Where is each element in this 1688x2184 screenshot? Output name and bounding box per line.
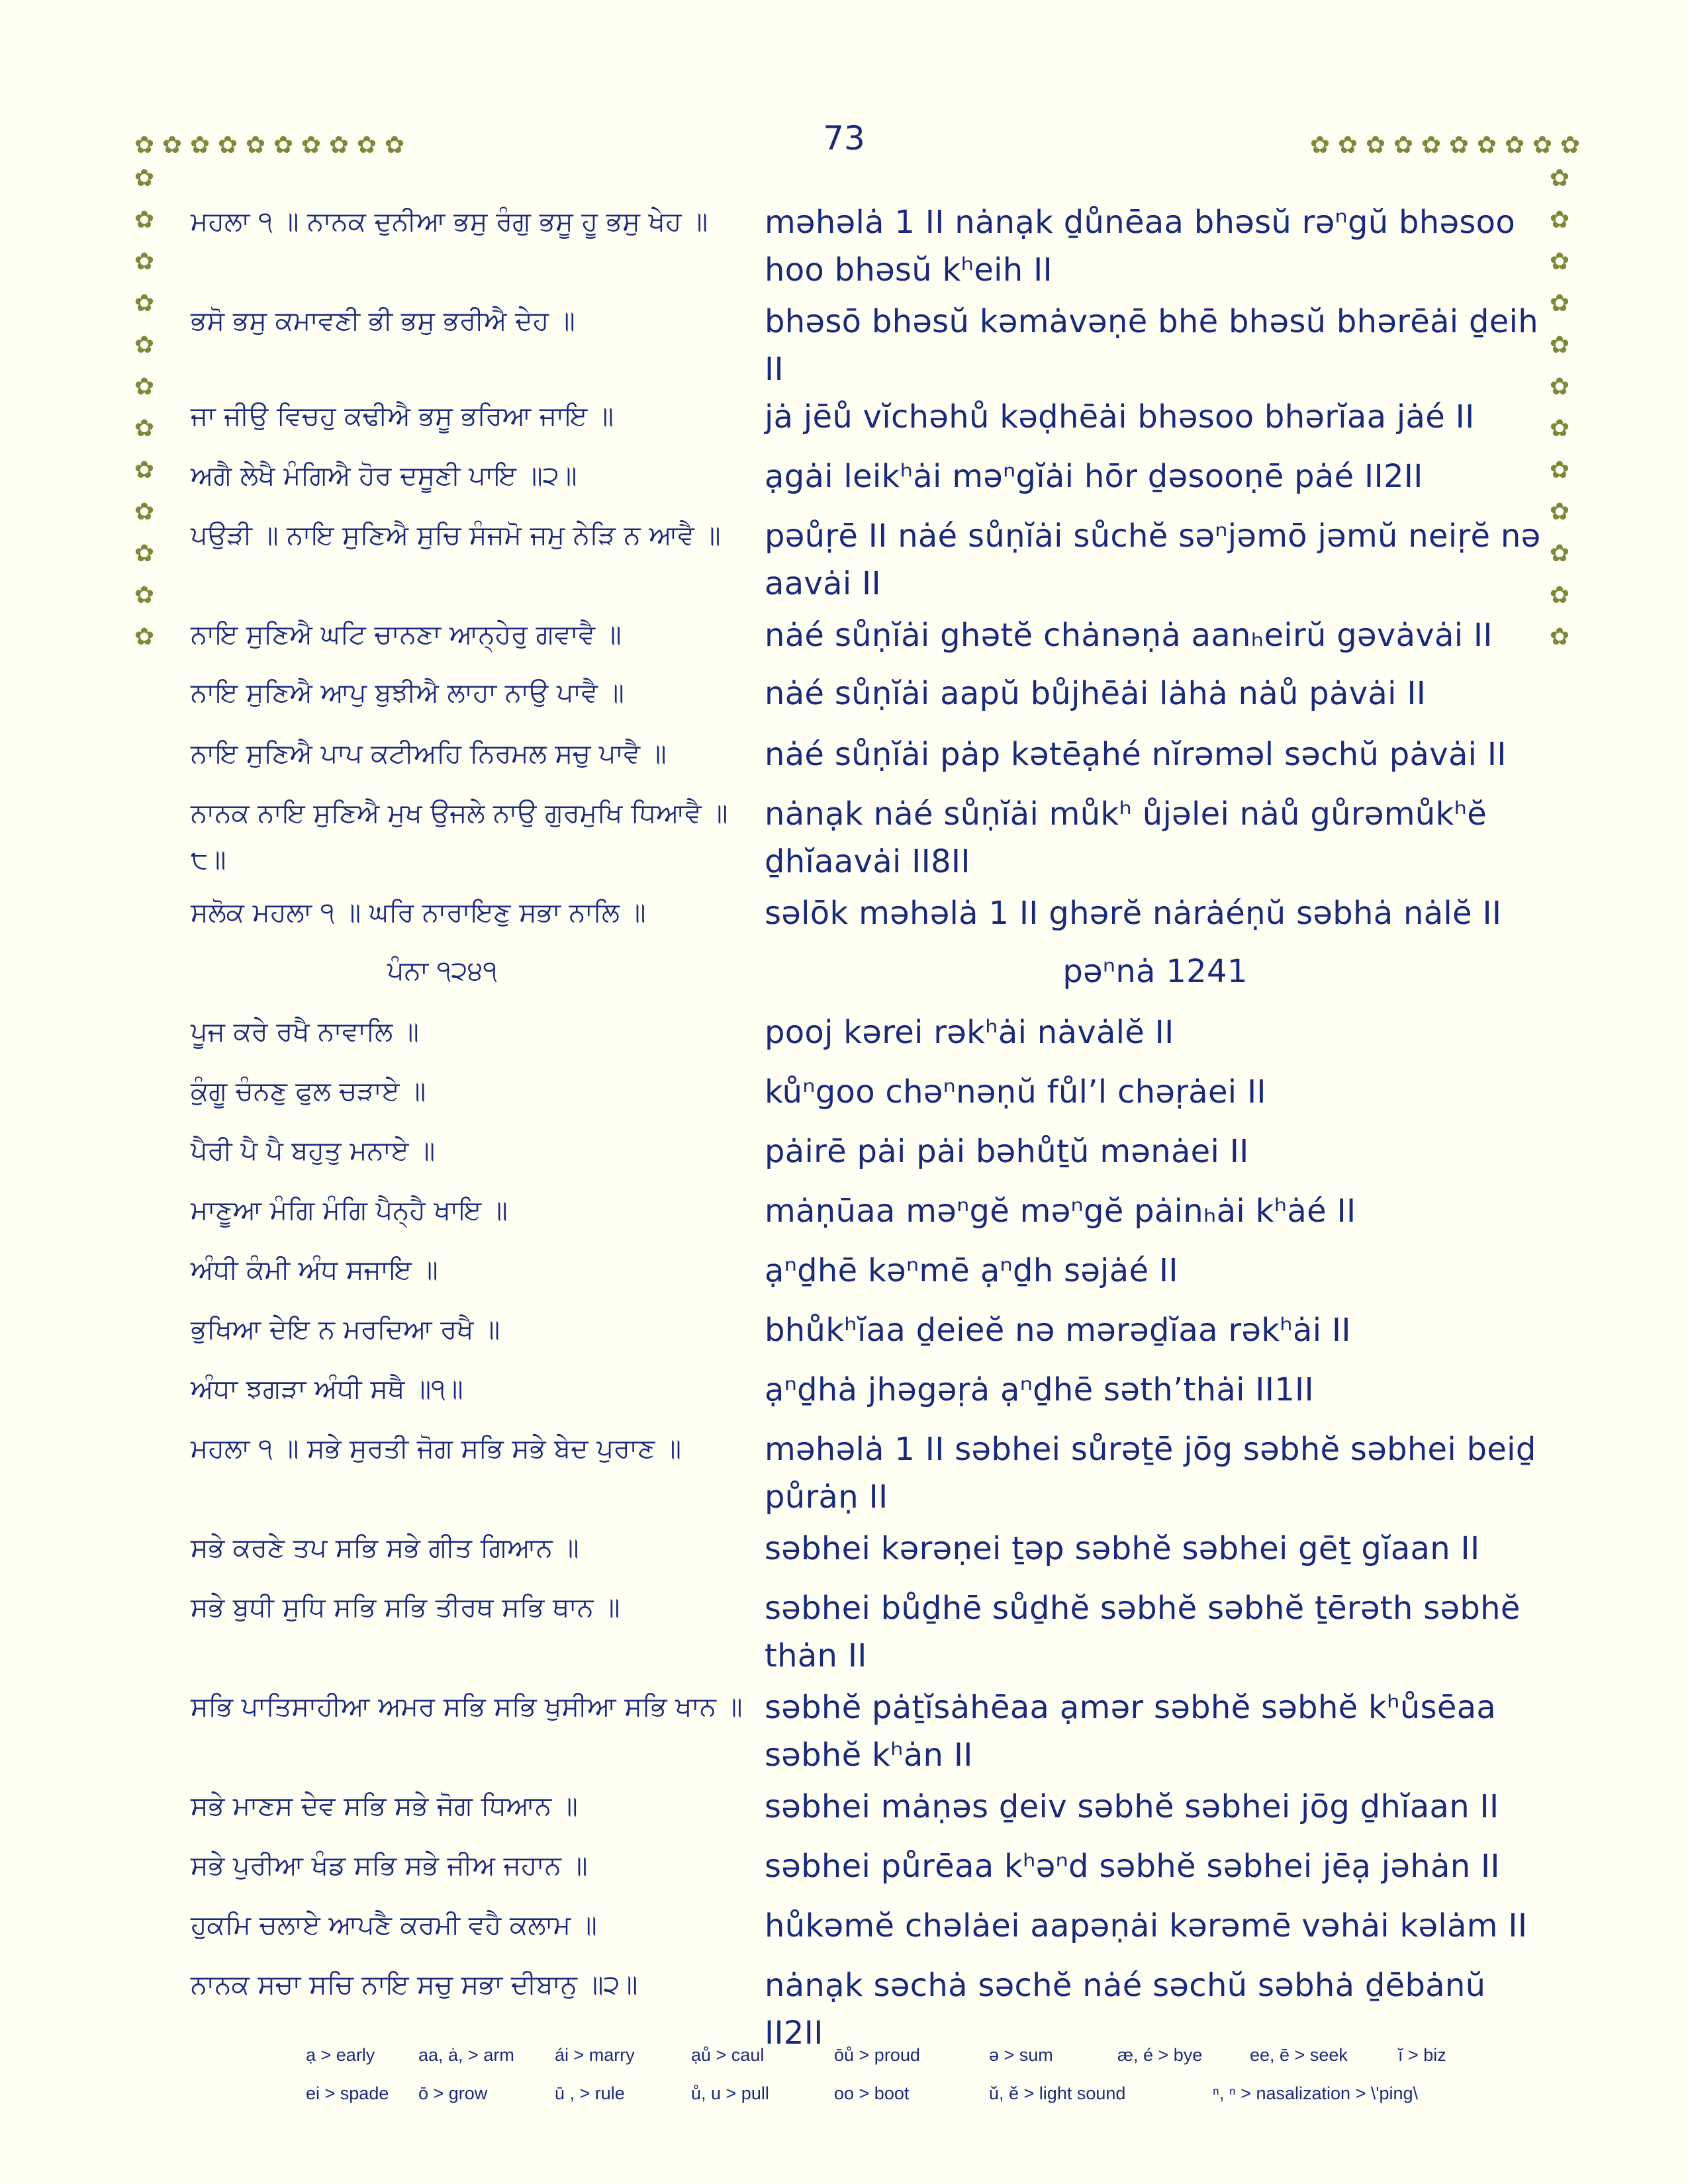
gurmukhi-text: ਹੁਕਮਿ ਚਲਾਏ ਆਪਣੈ ਕਰਮੀ ਵਹੈ ਕਲਾਮ ॥	[191, 1910, 597, 1940]
flower-icon	[1546, 374, 1573, 400]
romanized-text: səbhei kərəṇei ṯəp səbhĕ səbhei gēṯ gĭaan II	[765, 1530, 1480, 1567]
legend-item: æ, é > bye	[1117, 2045, 1203, 2065]
romanized-text: bhəsō bhəsŭ kəmȧvəṇē bhē bhəsŭ bhərēȧi ḏeih II	[765, 303, 1538, 388]
romanized-text: pəůṛē II nȧé sůṇĭȧi sůchĕ səⁿjəmō jəmŭ neiṛĕ nə aavȧi II	[765, 518, 1541, 602]
flower-icon	[1546, 541, 1573, 567]
legend-item: aa, ȧ, > arm	[418, 2045, 514, 2065]
gurmukhi-text: ਨਾਨਕ ਸਚਾ ਸਚਿ ਨਾਇ ਸਚੁ ਸਭਾ ਦੀਬਾਨੁ ॥੨॥	[191, 1970, 638, 2000]
flower-icon	[1546, 249, 1573, 275]
flower-icon	[1557, 132, 1583, 159]
romanized-page-ref: pəⁿnȧ 1241	[1062, 953, 1248, 990]
flower-icon	[326, 132, 352, 159]
flower-icon	[131, 624, 158, 651]
legend-item: ū , > rule	[555, 2083, 625, 2103]
romanized-text: nȧnạk nȧé sůṇĭȧi můkʰ ůjəlei nȧů gůrəmůkʰĕ ḏhĭaavȧi II8II	[765, 796, 1487, 880]
flower-icon	[131, 291, 158, 317]
flower-icon	[131, 332, 158, 359]
gurmukhi-text: ਪਉੜੀ ॥ ਨਾਇ ਸੁਣਿਐ ਸੁਚਿ ਸੰਜਮੋ ਜਮੁ ਨੇੜਿ ਨ ਆਵੈ ॥	[191, 520, 721, 551]
gurmukhi-text: ਮਹਲਾ ੧ ॥ ਨਾਨਕ ਦੁਨੀਆ ਭਸੁ ਰੰਗੁ ਭਸੂ ਹੂ ਭਸੁ ਖੇਹ ॥	[191, 206, 708, 237]
legend-item: ŭ, ĕ > light sound	[989, 2083, 1126, 2103]
gurmukhi-page-ref: ਪੰਨਾ ੧੨੪੧	[387, 956, 498, 986]
flower-icon	[131, 582, 158, 609]
romanized-text: hůkəmĕ chəlȧei aapəṇȧi kərəmē vəhȧi kəlȧm II	[765, 1907, 1528, 1944]
flower-icon	[1307, 132, 1333, 159]
romanized-text: bhůkʰĭaa ḏeieĕ nə mərəḏĭaa rəkʰȧi II	[765, 1312, 1351, 1349]
romanized-text: səbhĕ pȧṯĭsȧhēaa ạmər səbhĕ səbhĕ kʰůsēaa səbhĕ kʰȧn II	[765, 1689, 1497, 1774]
flower-icon	[1335, 132, 1361, 159]
gurmukhi-text: ਜਾ ਜੀਉ ਵਿਚਹੁ ਕਢੀਐ ਭਸੂ ਭਰਿਆ ਜਾਇ ॥	[191, 401, 614, 432]
gurmukhi-text: ਪੈਰੀ ਪੈ ਪੈ ਬਹੁਤੁ ਮਨਾਏ ॥	[191, 1136, 436, 1166]
legend-item: ō > grow	[418, 2083, 488, 2103]
romanized-text: nȧnạk səchȧ səchĕ nȧé səchŭ səbhȧ ḏēbȧnŭ II2II	[765, 1967, 1486, 2052]
flower-icon	[1546, 207, 1573, 234]
legend-item: ei > spade	[306, 2083, 389, 2103]
gurmukhi-text: ਸਭੇ ਬੁਧੀ ਸੁਧਿ ਸਭਿ ਸਭਿ ਤੀਰਥ ਸਭਿ ਥਾਨ ॥	[191, 1592, 620, 1623]
gurmukhi-text: ਮਾਣੂਆ ਮੰਗਿ ਮੰਗਿ ਪੈਨ੍ਹੈ ਖਾਇ ॥	[191, 1195, 508, 1226]
flower-icon	[1529, 132, 1556, 159]
flower-icon	[1474, 132, 1500, 159]
gurmukhi-text: ਸਲੋਕ ਮਹਲਾ ੧ ॥ ਘਰਿ ਨਾਰਾਇਣੁ ਸਭਾ ਨਾਲਿ ॥	[191, 897, 646, 928]
flower-icon	[1546, 291, 1573, 317]
romanized-text: nȧé sůṇĭȧi aapŭ bůjhēȧi lȧhȧ nȧů pȧvȧi II	[765, 675, 1427, 712]
flower-icon	[1546, 416, 1573, 442]
flower-icon	[381, 132, 408, 159]
gurmukhi-text: ਸਭਿ ਪਾਤਿਸਾਹੀਆ ਅਮਰ ਸਭਿ ਸਭਿ ਖੁਸੀਆ ਸਭਿ ਖਾਨ ॥	[191, 1692, 743, 1722]
flower-icon	[131, 374, 158, 400]
gurmukhi-text: ਭਸੋ ਭਸੁ ਕਮਾਵਣੀ ਭੀ ਭਸੁ ਭਰੀਐ ਦੇਹ ॥	[191, 306, 575, 336]
flower-icon	[1546, 332, 1573, 359]
gurmukhi-text: ਮਹਲਾ ੧ ॥ ਸਭੇ ਸੁਰਤੀ ਜੋਗ ਸਭਿ ਸਭੇ ਬੇਦ ਪੁਰਾਣ ॥	[191, 1433, 682, 1464]
legend-item: ạ > early	[306, 2045, 375, 2065]
romanized-text: səbhei půrēaa kʰəⁿd səbhĕ səbhei jēạ jəhȧn II	[765, 1848, 1500, 1885]
flower-icon	[1446, 132, 1472, 159]
legend-item: ạů > caul	[691, 2045, 765, 2065]
gurmukhi-text: ਭੁਖਿਆ ਦੇਇ ਨ ਮਰਦਿਆ ਰਖੈ ॥	[191, 1314, 500, 1345]
romanized-text: jȧ jēů vĭchəhů kəḍhēȧi bhəsoo bhərĭaa jȧé II	[765, 398, 1475, 435]
flower-icon	[1390, 132, 1417, 159]
gurmukhi-text: ਕੁੰਗੂ ਚੰਨਣੁ ਫੁਲ ਚੜਾਏ ॥	[191, 1076, 426, 1107]
gurmukhi-text: ਅੰਧੀ ਕੰਮੀ ਅੰਧ ਸਜਾਇ ॥	[191, 1255, 438, 1285]
flower-icon	[1501, 132, 1528, 159]
flower-icon	[131, 249, 158, 275]
flower-icon	[242, 132, 269, 159]
flower-icon	[159, 132, 185, 159]
flower-icon	[1546, 499, 1573, 525]
page-number: 73	[823, 119, 865, 158]
romanized-text: səlōk məhəlȧ 1 II ghərĕ nȧrȧéṇŭ səbhȧ nȧlĕ II	[765, 895, 1502, 932]
legend-item: ái > marry	[555, 2045, 635, 2065]
gurmukhi-text: ਨਾਇ ਸੁਣਿਐ ਘਟਿ ਚਾਨਣਾ ਆਨ੍ਹੇਰੁ ਗਵਾਵੈ ॥	[191, 619, 622, 650]
gurmukhi-text: ਅਗੈ ਲੇਖੈ ਮੰਗਿਐ ਹੋਰ ਦਸੂਣੀ ਪਾਇ ॥੨॥	[191, 461, 577, 491]
gurmukhi-text: ਨਾਇ ਸੁਣਿਐ ਆਪੁ ਬੁਝੀਐ ਲਾਹਾ ਨਾਉ ਪਾਵੈ ॥	[191, 678, 624, 708]
legend-item: ů, u > pull	[691, 2083, 769, 2103]
romanized-text: ạⁿḏhē kəⁿmē ạⁿḏh səjȧé II	[765, 1252, 1178, 1289]
flower-icon	[1546, 624, 1573, 651]
flower-icon	[131, 541, 158, 567]
flower-icon	[270, 132, 297, 159]
romanized-text: nȧé sůṇĭȧi ghətĕ chȧnəṇȧ aanₕeirŭ gəvȧvȧi II	[765, 617, 1493, 654]
romanized-text: pooj kərei rəkʰȧi nȧvȧlĕ II	[765, 1014, 1174, 1051]
flower-icon	[298, 132, 324, 159]
romanized-text: ạⁿḏhȧ jhəgəṛȧ ạⁿḏhē səth’thȧi II1II	[765, 1371, 1314, 1408]
legend-item: oo > boot	[834, 2083, 910, 2103]
flower-icon	[131, 416, 158, 442]
flower-icon	[187, 132, 213, 159]
romanized-text: səbhei bůḏhē sůḏhĕ səbhĕ səbhĕ ṯērəth səbhĕ thȧn II	[765, 1590, 1521, 1674]
romanized-text: məhəlȧ 1 II nȧnạk ḏůnēaa bhəsŭ rəⁿgŭ bhəsoo hoo bhəsŭ kʰeih II	[765, 204, 1515, 289]
flower-icon	[1418, 132, 1444, 159]
gurmukhi-text: ਪੂਜ ਕਰੇ ਰਖੈ ਨਾਵਾਲਿ ॥	[191, 1017, 419, 1047]
flower-icon	[131, 457, 158, 484]
flower-icon	[1546, 165, 1573, 192]
gurmukhi-text: ਅੰਧਾ ਝਗੜਾ ਅੰਧੀ ਸਥੈ ॥੧॥	[191, 1374, 463, 1404]
romanized-text: ạgȧi leikʰȧi məⁿgĭȧi hōr ḏəsooṇē pȧé II2II	[765, 458, 1423, 495]
romanized-text: səbhei mȧṇəs ḏeiv səbhĕ səbhei jōg ḏhĭaan II	[765, 1788, 1499, 1825]
legend-item: ee, ē > seek	[1250, 2045, 1348, 2065]
flower-icon	[353, 132, 380, 159]
gurmukhi-text: ਨਾਨਕ ਨਾਇ ਸੁਣਿਐ ਮੁਖ ਉਜਲੇ ਨਾਉ ਗੁਰਮੁਖਿ ਧਿਆਵੈ ॥੮॥	[191, 798, 728, 875]
flower-icon	[131, 207, 158, 234]
gurmukhi-text: ਸਭੇ ਪੁਰੀਆ ਖੰਡ ਸਭਿ ਸਭੇ ਜੀਅ ਜਹਾਨ ॥	[191, 1850, 588, 1881]
romanized-text: kůⁿgoo chəⁿnəṇŭ fůl’l chəṛȧei II	[765, 1073, 1266, 1111]
flower-icon	[131, 132, 158, 159]
flower-icon	[214, 132, 241, 159]
gurmukhi-text: ਸਭੇ ਮਾਣਸ ਦੇਵ ਸਭਿ ਸਭੇ ਜੋਗ ਧਿਆਨ ॥	[191, 1791, 578, 1821]
flower-icon	[1546, 457, 1573, 484]
legend-item: ōů > proud	[834, 2045, 920, 2065]
legend-item: ⁿ, ⁿ > nasalization > \'ping\	[1213, 2083, 1419, 2103]
flower-icon	[1546, 582, 1573, 609]
romanized-text: nȧé sůṇĭȧi pȧp kətēạhé nĭrəməl səchŭ pȧvȧi II	[765, 736, 1507, 773]
legend-item: ə > sum	[989, 2045, 1053, 2065]
gurmukhi-text: ਨਾਇ ਸੁਣਿਐ ਪਾਪ ਕਟੀਅਹਿ ਨਿਰਮਲ ਸਚੁ ਪਾਵੈ ॥	[191, 739, 667, 769]
flower-icon	[131, 499, 158, 525]
romanized-text: mȧṇūaa məⁿgĕ məⁿgĕ pȧinₕȧi kʰȧé II	[765, 1193, 1356, 1230]
flower-icon	[131, 165, 158, 192]
romanized-text: pȧirē pȧi pȧi bəhůṯŭ mənȧei II	[765, 1133, 1249, 1170]
gurmukhi-text: ਸਭੇ ਕਰਣੇ ਤਪ ਸਭਿ ਸਭੇ ਗੀਤ ਗਿਆਨ ॥	[191, 1533, 579, 1563]
romanized-text: məhəlȧ 1 II səbhei sůrəṯē jōg səbhĕ səbhei beiḏ půrȧṇ II	[765, 1431, 1536, 1516]
flower-icon	[1362, 132, 1389, 159]
legend-item: ĭ > biz	[1398, 2045, 1446, 2065]
